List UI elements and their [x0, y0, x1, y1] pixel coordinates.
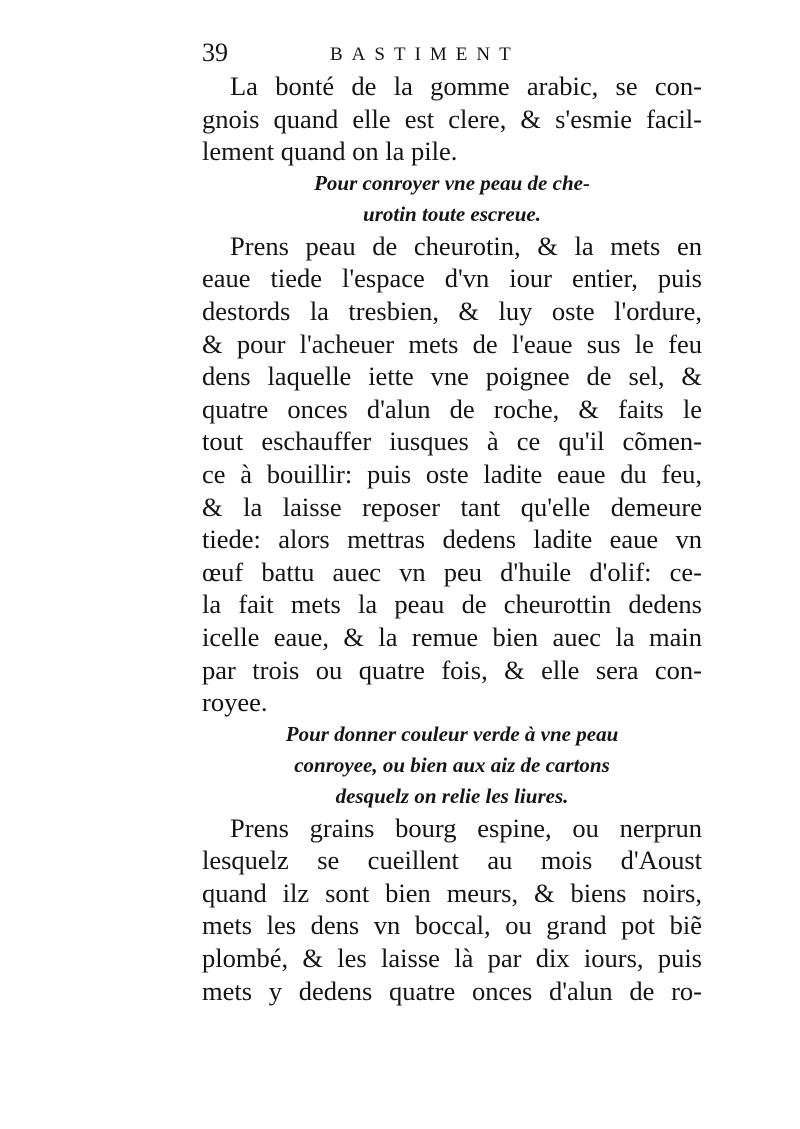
heading-line: urotin toute escreue. — [363, 201, 541, 226]
page-header — [200, 38, 700, 68]
text-line: Prens grains bourg espine, ou nerprun — [230, 812, 702, 843]
text-line: & pour l'acheuer mets de l'eaue sus le feu — [202, 328, 702, 359]
paragraph-couleur-verde — [202, 812, 702, 1008]
text-line: quand ilz sont bien meurs, & biens noirs, — [202, 877, 702, 908]
heading-line: Pour conroyer vne peau de che- — [314, 170, 590, 195]
text-line: tiede: alors mettras dedens ladite eaue vn — [202, 524, 702, 555]
text-line: destords la tresbien, & luy oste l'ordure, — [202, 295, 702, 326]
text-line: icelle eaue, & la remue bien auec la main — [202, 621, 702, 652]
text-line: quatre onces d'alun de roche, & faits le — [202, 393, 702, 424]
text-line: gnois quand elle est clere, & s'esmie facil- — [202, 103, 702, 134]
running-head: BASTIMENT — [330, 44, 520, 65]
text-line: mets y dedens quatre onces d'alun de ro- — [202, 975, 702, 1006]
section-heading-couleur-verde — [202, 719, 702, 812]
heading-line: Pour donner couleur verde à vne peau — [285, 721, 619, 746]
text-line: tout eschauffer iusques à ce qu'il cõmen- — [202, 426, 702, 457]
section-heading-conroyer — [202, 168, 702, 230]
text-line: œuf battu auec vn peu d'huile d'olif: ce- — [202, 556, 702, 587]
text-line: mets les dens vn boccal, ou grand pot biẽ — [202, 910, 702, 941]
text-line: lement quand on la pile. — [202, 136, 458, 167]
text-line: lesquelz se cueillent au mois d'Aoust — [202, 845, 702, 876]
text-line: royee. — [202, 687, 268, 718]
text-line: La bonté de la gomme arabic, se con- — [230, 71, 702, 101]
text-line: plombé, & les laisse là par dix iours, puis — [202, 943, 702, 974]
text-line: Prens peau de cheurotin, & la mets en — [230, 230, 702, 261]
paragraph-gomme-arabic — [202, 70, 702, 168]
text-line: eaue tiede l'espace d'vn iour entier, puis — [202, 263, 702, 294]
page-number: 39 — [202, 38, 228, 67]
text-line: par trois ou quatre fois, & elle sera con- — [202, 654, 702, 685]
heading-line: desquelz on relie les liures. — [335, 783, 569, 808]
paragraph-conroyer — [202, 230, 702, 719]
text-line: la fait mets la peau de cheurottin dedens — [202, 589, 702, 620]
text-line: ce à bouillir: puis oste ladite eaue du feu, — [202, 458, 702, 489]
text-line: & la laisse reposer tant qu'elle demeure — [202, 491, 702, 522]
heading-line: conroyee, ou bien aux aiz de cartons — [294, 752, 610, 777]
text-line: dens laquelle iette vne poignee de sel, & — [202, 361, 702, 392]
body-text — [202, 70, 702, 1007]
